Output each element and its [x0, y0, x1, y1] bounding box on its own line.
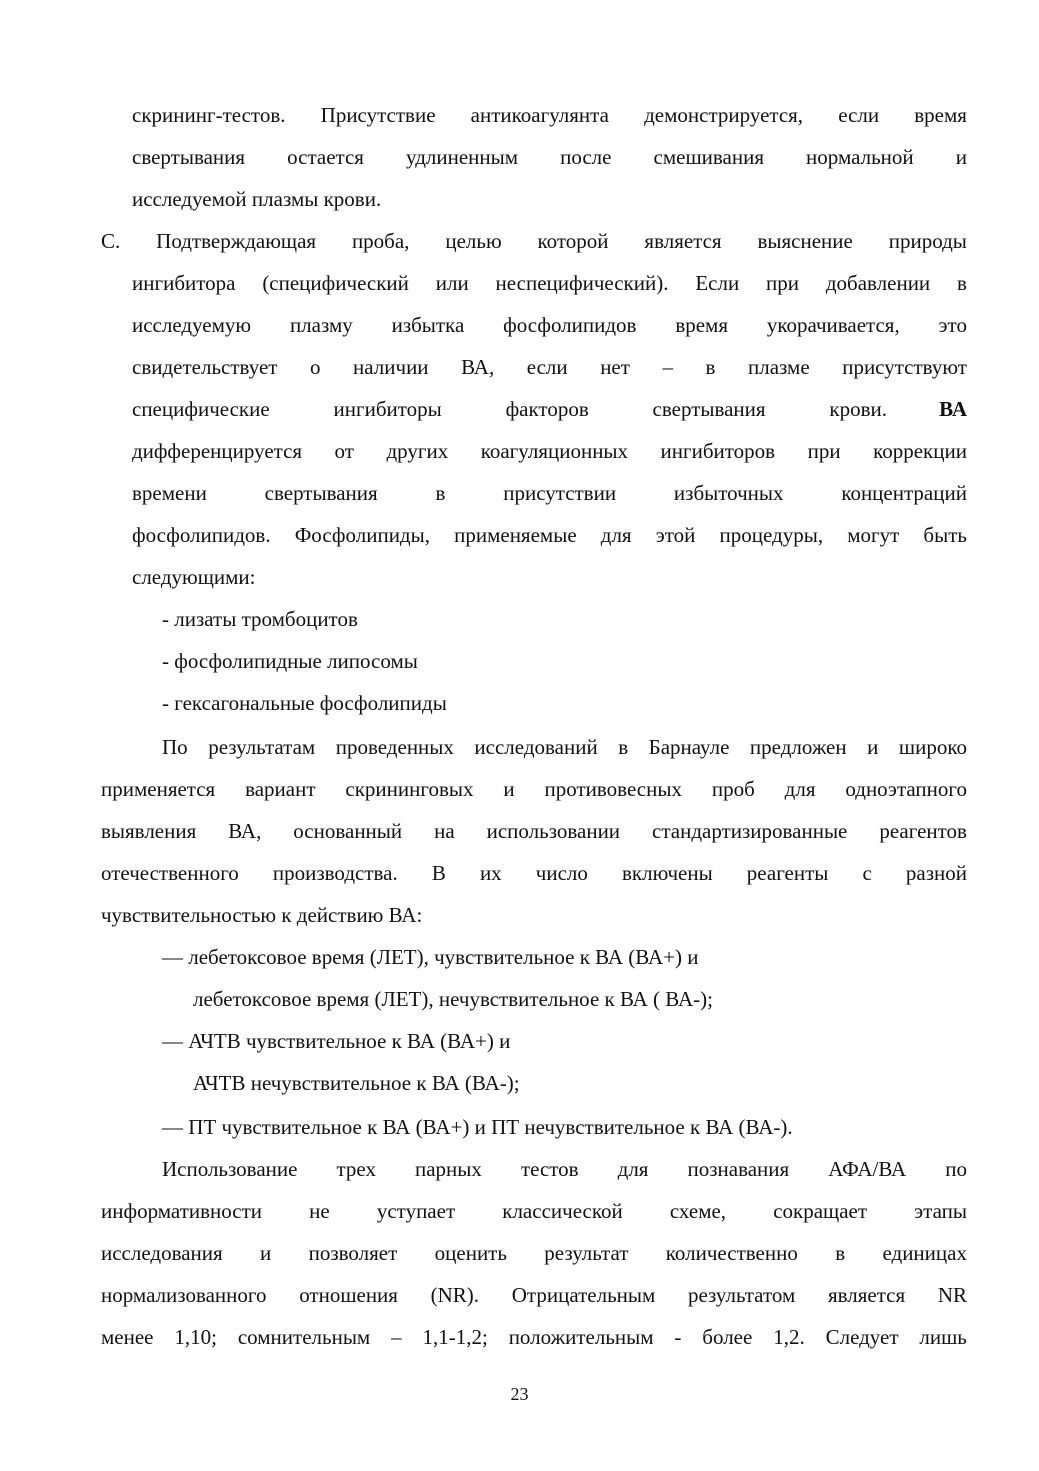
word: и	[503, 777, 515, 801]
word: в	[435, 481, 446, 505]
word: которой	[537, 229, 609, 253]
word: является	[644, 229, 722, 253]
word: положительным	[508, 1325, 654, 1349]
word: их	[479, 861, 502, 885]
word: Если	[695, 271, 740, 295]
word: парных	[414, 1157, 482, 1181]
text-line-18	[101, 817, 967, 845]
word: По	[162, 735, 188, 759]
text-line-9	[132, 437, 967, 465]
word: неспецифический).	[495, 271, 669, 295]
word: если	[838, 103, 880, 127]
reagent-item-1-cont: лебетоксовое время (ЛЕТ), нечувствительное к ВА ( ВА-);	[193, 987, 713, 1011]
word: Отрицательным	[511, 1283, 656, 1307]
word: Барнауле	[648, 735, 730, 759]
word: менее	[101, 1325, 154, 1349]
word: процедуры,	[719, 523, 824, 547]
word: разной	[905, 861, 967, 885]
word: (NR).	[430, 1283, 480, 1307]
word: лишь	[919, 1325, 967, 1349]
word: фосфолипидов	[503, 313, 637, 337]
list-item-1: - лизаты тромбоцитов	[162, 607, 358, 631]
text-line-12: следующими:	[132, 565, 256, 589]
word: Присутствие	[320, 103, 436, 127]
word: этапы	[914, 1199, 967, 1223]
word: или	[435, 271, 469, 295]
text-line-11	[132, 521, 967, 549]
text-line-8-bold: ВА	[939, 397, 967, 421]
word: смешивания	[653, 145, 764, 169]
word: при	[807, 439, 841, 463]
word: и	[867, 735, 879, 759]
word: о	[310, 355, 321, 379]
word: –	[391, 1325, 402, 1349]
word: результат	[544, 1241, 629, 1265]
word: и	[955, 145, 967, 169]
word: плазме	[748, 355, 810, 379]
text-line-6	[132, 311, 967, 339]
word: уступает	[376, 1199, 456, 1223]
word: единицах	[882, 1241, 967, 1265]
text-line-8-main	[132, 395, 887, 423]
word: -	[674, 1325, 682, 1349]
word: факторов	[505, 397, 589, 421]
reagent-item-2-cont: АЧТВ нечувствительное к ВА (ВА-);	[193, 1071, 520, 1095]
word: ингибитора	[132, 271, 236, 295]
text-line-5	[132, 269, 967, 297]
word: демонстрируется,	[644, 103, 804, 127]
word: реагенты	[746, 861, 829, 885]
word: могут	[847, 523, 900, 547]
word: исследуемую	[132, 313, 252, 337]
word: 1,2.	[773, 1325, 805, 1349]
text-line-28	[101, 1239, 967, 1267]
word: в	[957, 271, 967, 295]
word: 1,10;	[174, 1325, 217, 1349]
word: информативности	[101, 1199, 263, 1223]
word: ингибиторов	[660, 439, 776, 463]
text-line-26	[162, 1155, 967, 1183]
word: остается	[287, 145, 364, 169]
word: быть	[923, 523, 967, 547]
word: схеме,	[669, 1199, 727, 1223]
word: основанный	[293, 819, 403, 843]
word: присутствии	[503, 481, 617, 505]
word: трех	[336, 1157, 376, 1181]
word: специфические	[132, 397, 270, 421]
word: избыточных	[673, 481, 784, 505]
word: целью	[445, 229, 502, 253]
word: дифференцируется	[132, 439, 303, 463]
word: использовании	[486, 819, 621, 843]
text-line-8	[132, 395, 967, 423]
word: оценить	[434, 1241, 507, 1265]
word: –	[662, 355, 673, 379]
word: этой	[655, 523, 696, 547]
word: исследований	[474, 735, 598, 759]
word: если	[526, 355, 568, 379]
word: удлиненным	[406, 145, 519, 169]
word: в	[705, 355, 716, 379]
word: выявления	[101, 819, 197, 843]
word: в	[618, 735, 629, 759]
text-line-1	[132, 101, 967, 129]
word: укорачивается,	[766, 313, 900, 337]
word: избытка	[391, 313, 465, 337]
word: добавлении	[825, 271, 931, 295]
word: Использование	[162, 1157, 298, 1181]
word: Фосфолипиды,	[294, 523, 430, 547]
word: коагуляционных	[480, 439, 629, 463]
word: проведенных	[335, 735, 454, 759]
word: исследования	[101, 1241, 223, 1265]
text-line-29	[101, 1281, 967, 1309]
word: по	[945, 1157, 967, 1181]
word: классической	[502, 1199, 623, 1223]
word: свертывания	[652, 397, 766, 421]
word: противовесных	[544, 777, 682, 801]
word: 1,1-1,2;	[422, 1325, 488, 1349]
text-line-17	[101, 775, 967, 803]
word: ВА,	[228, 819, 262, 843]
word: стандартизированные	[652, 819, 848, 843]
word: нормальной	[806, 145, 914, 169]
word: АФА/ВА	[828, 1157, 907, 1181]
word: крови.	[829, 397, 887, 421]
word: для	[617, 1157, 649, 1181]
text-line-16	[162, 733, 967, 761]
word: вариант	[245, 777, 316, 801]
word: свертывания	[132, 145, 246, 169]
list-item-2: - фосфолипидные липосомы	[162, 649, 418, 673]
text-line-30	[101, 1323, 967, 1351]
word: для	[600, 523, 632, 547]
word: на	[434, 819, 455, 843]
word: проба,	[351, 229, 410, 253]
word: предложен	[749, 735, 847, 759]
word: реагентов	[879, 819, 967, 843]
word: познавания	[687, 1157, 790, 1181]
text-line-27	[101, 1197, 967, 1225]
word: включены	[621, 861, 713, 885]
word: для	[784, 777, 816, 801]
word: применяется	[101, 777, 216, 801]
word: время	[914, 103, 967, 127]
word: это	[938, 313, 967, 337]
list-item-3: - гексагональные фосфолипиды	[162, 691, 447, 715]
word: результатам	[208, 735, 316, 759]
word: отношения	[299, 1283, 398, 1307]
word: в	[835, 1241, 846, 1265]
word: ингибиторы	[333, 397, 442, 421]
word: при	[766, 271, 799, 295]
reagent-item-2: — АЧТВ чувствительное к ВА (ВА+) и	[162, 1029, 511, 1053]
word: широко	[898, 735, 967, 759]
word: свертывания	[264, 481, 378, 505]
word: (специфический	[262, 271, 409, 295]
word: производства.	[272, 861, 398, 885]
word: скрининговых	[345, 777, 474, 801]
word: нормализованного	[101, 1283, 267, 1307]
word: время	[675, 313, 728, 337]
word: одноэтапного	[845, 777, 967, 801]
word: концентраций	[841, 481, 967, 505]
word: антикоагулянта	[470, 103, 609, 127]
word: присутствуют	[842, 355, 967, 379]
word: ВА,	[461, 355, 495, 379]
word: природы	[888, 229, 967, 253]
word: с	[862, 861, 872, 885]
word: наличии	[353, 355, 429, 379]
word: фосфолипидов.	[132, 523, 271, 547]
word: после	[560, 145, 612, 169]
text-line-20: чувствительностью к действию ВА:	[101, 903, 423, 927]
text-line-3: исследуемой плазмы крови.	[132, 187, 382, 211]
text-line-4	[101, 227, 967, 255]
word: свидетельствует	[132, 355, 278, 379]
word: проб	[711, 777, 755, 801]
text-line-19	[101, 859, 967, 887]
word: тестов	[520, 1157, 579, 1181]
page-number: 23	[510, 1384, 529, 1404]
word: сокращает	[773, 1199, 868, 1223]
reagent-item-3: — ПТ чувствительное к ВА (ВА+) и ПТ нечувствительное к ВА (ВА-).	[162, 1115, 793, 1139]
word: времени	[132, 481, 207, 505]
text-line-10	[132, 479, 967, 507]
text-line-7	[132, 353, 967, 381]
word: число	[535, 861, 588, 885]
word: коррекции	[873, 439, 967, 463]
word: Следует	[825, 1325, 899, 1349]
word: результатом	[687, 1283, 796, 1307]
word: количественно	[665, 1241, 798, 1265]
word: скрининг-тестов.	[132, 103, 286, 127]
word: сомнительным	[237, 1325, 371, 1349]
word: Подтверждающая	[156, 229, 317, 253]
word: других	[386, 439, 449, 463]
word: нет	[600, 355, 630, 379]
word: NR	[937, 1283, 967, 1307]
word: является	[827, 1283, 906, 1307]
word: В	[431, 861, 446, 885]
word: отечественного	[101, 861, 239, 885]
word: C.	[101, 229, 121, 253]
word: позволяет	[308, 1241, 398, 1265]
word: от	[334, 439, 354, 463]
word: более	[702, 1325, 753, 1349]
word: плазму	[289, 313, 353, 337]
text-line-2	[132, 143, 967, 171]
word: и	[260, 1241, 272, 1265]
word: применяемые	[454, 523, 577, 547]
word: не	[309, 1199, 330, 1223]
reagent-item-1: — лебетоксовое время (ЛЕТ), чувствительное к ВА (ВА+) и	[162, 945, 699, 969]
word: выяснение	[757, 229, 853, 253]
